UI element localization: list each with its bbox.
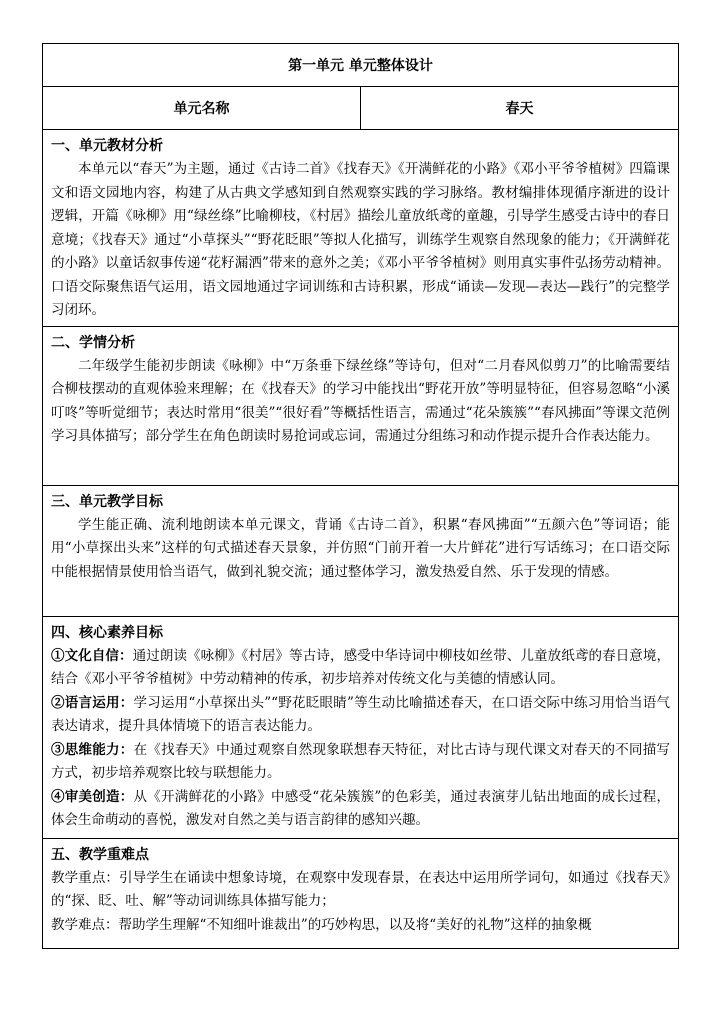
literacy-item-label: ①文化自信： [51, 647, 133, 664]
literacy-item-label: ②语言运用： [51, 694, 134, 711]
literacy-item-label: ③思维能力： [51, 741, 134, 758]
literacy-item-text: 通过朗读《咏柳》《村居》等古诗，感受中华诗词中柳枝如丝带、儿童放纸鸢的春日意境，结合《邓小平爷爷植树》中劳动精神的传承，初步培养对传统文化与美德的情感认同。 [51, 647, 671, 687]
section-core-literacy-goals [43, 616, 679, 838]
section-heading: 二、学情分析 [51, 334, 135, 351]
literacy-item [51, 786, 670, 833]
section-body: 本单元以“春天”为主题，通过《古诗二首》《找春天》《开满鲜花的小路》《邓小平爷爷植树》四篇课文和语文园地内容，构建了从古典文学感知到自然观察实践的学习脉络。教材编排体现循序渐进的设计逻辑，开篇《咏柳》用“绿丝绦”比喻柳枝，《村居》描绘儿童放纸鸢的童趣，引导学生感受古诗中的春日意境；《找春天》通过“小草探头”“野花眨眼”等拟人化描写，训练学生观察自然现象的能力；《开满鲜花的小路》以童话叙事传递“花籽漏洒”带来的意外之美；《邓小平爷爷植树》则用真实事件弘扬劳动精神。口语交际聚焦语气运用，语文园地通过字词训练和古诗积累，形成“诵读—发现—表达—践行”的完整学习闭环。 [51, 161, 670, 318]
literacy-item-label: ④审美创造： [51, 788, 134, 805]
section-learner-analysis [43, 326, 679, 485]
section-material-analysis [43, 130, 679, 327]
difficult-point: 教学难点：帮助学生理解“不知细叶谁裁出”的巧妙构思，以及将“美好的礼物”这样的抽象概 [51, 916, 592, 933]
section-teaching-goals [43, 485, 679, 616]
section-heading: 三、单元教学目标 [51, 493, 163, 510]
literacy-item [51, 645, 670, 692]
literacy-item-text: 从《开满鲜花的小路》中感受“花朵簇簇”的色彩美，通过表演芽儿钻出地面的成长过程，体会生命萌动的喜悦，激发对自然之美与语言韵律的感知兴趣。 [51, 788, 670, 828]
literacy-item-text: 在《找春天》中通过观察自然现象联想春天特征，对比古诗与现代课文对春天的不同描写方式，初步培养观察比较与联想能力。 [51, 741, 671, 781]
literacy-item [51, 692, 670, 739]
table-title: 第一单元 单元整体设计 [43, 44, 679, 87]
literacy-item [51, 739, 670, 786]
section-body: 学生能正确、流利地朗读本单元课文，背诵《古诗二首》，积累“春风拂面”“五颜六色”等词语；能用“小草探出头来”这样的句式描述春天景象，并仿照“门前开着一大片鲜花”进行写话练习；在口语交际中能根据情景使用恰当语气，做到礼貌交流；通过整体学习，激发热爱自然、乐于发现的情感。 [51, 516, 670, 580]
section-heading: 四、核心素养目标 [51, 624, 163, 641]
unit-name-value: 春天 [361, 87, 679, 130]
key-point: 教学重点：引导学生在诵读中想象诗境，在观察中发现春景，在表达中运用所学词句，如通过《找春天》的“探、眨、吐、解”等动词训练具体描写能力； [51, 869, 670, 909]
section-heading: 一、单元教材分析 [51, 138, 163, 154]
unit-design-table [42, 43, 679, 949]
literacy-item-text: 学习运用“小草探出头”“野花眨眼睛”等生动比喻描述春天，在口语交际中练习用恰当语气表达请求，提升具体情境下的语言表达能力。 [51, 694, 670, 734]
section-heading: 五、教学重难点 [51, 846, 149, 863]
unit-name-label: 单元名称 [43, 87, 361, 130]
section-body: 二年级学生能初步朗读《咏柳》中“万条垂下绿丝绦”等诗句，但对“二月春风似剪刀”的比喻需要结合柳枝摆动的直观体验来理解；在《找春天》的学习中能找出“野花开放”等明显特征，但容易忽略“小溪叮咚”等听觉细节；表达时常用“很美”“很好看”等概括性语言，需通过“花朵簇簇”“春风拂面”等课文范例学习具体描写；部分学生在角色朗读时易抢词或忘词，需通过分组练习和动作提示提升合作表达能力。 [51, 357, 670, 444]
section-key-difficult-points [43, 838, 679, 948]
